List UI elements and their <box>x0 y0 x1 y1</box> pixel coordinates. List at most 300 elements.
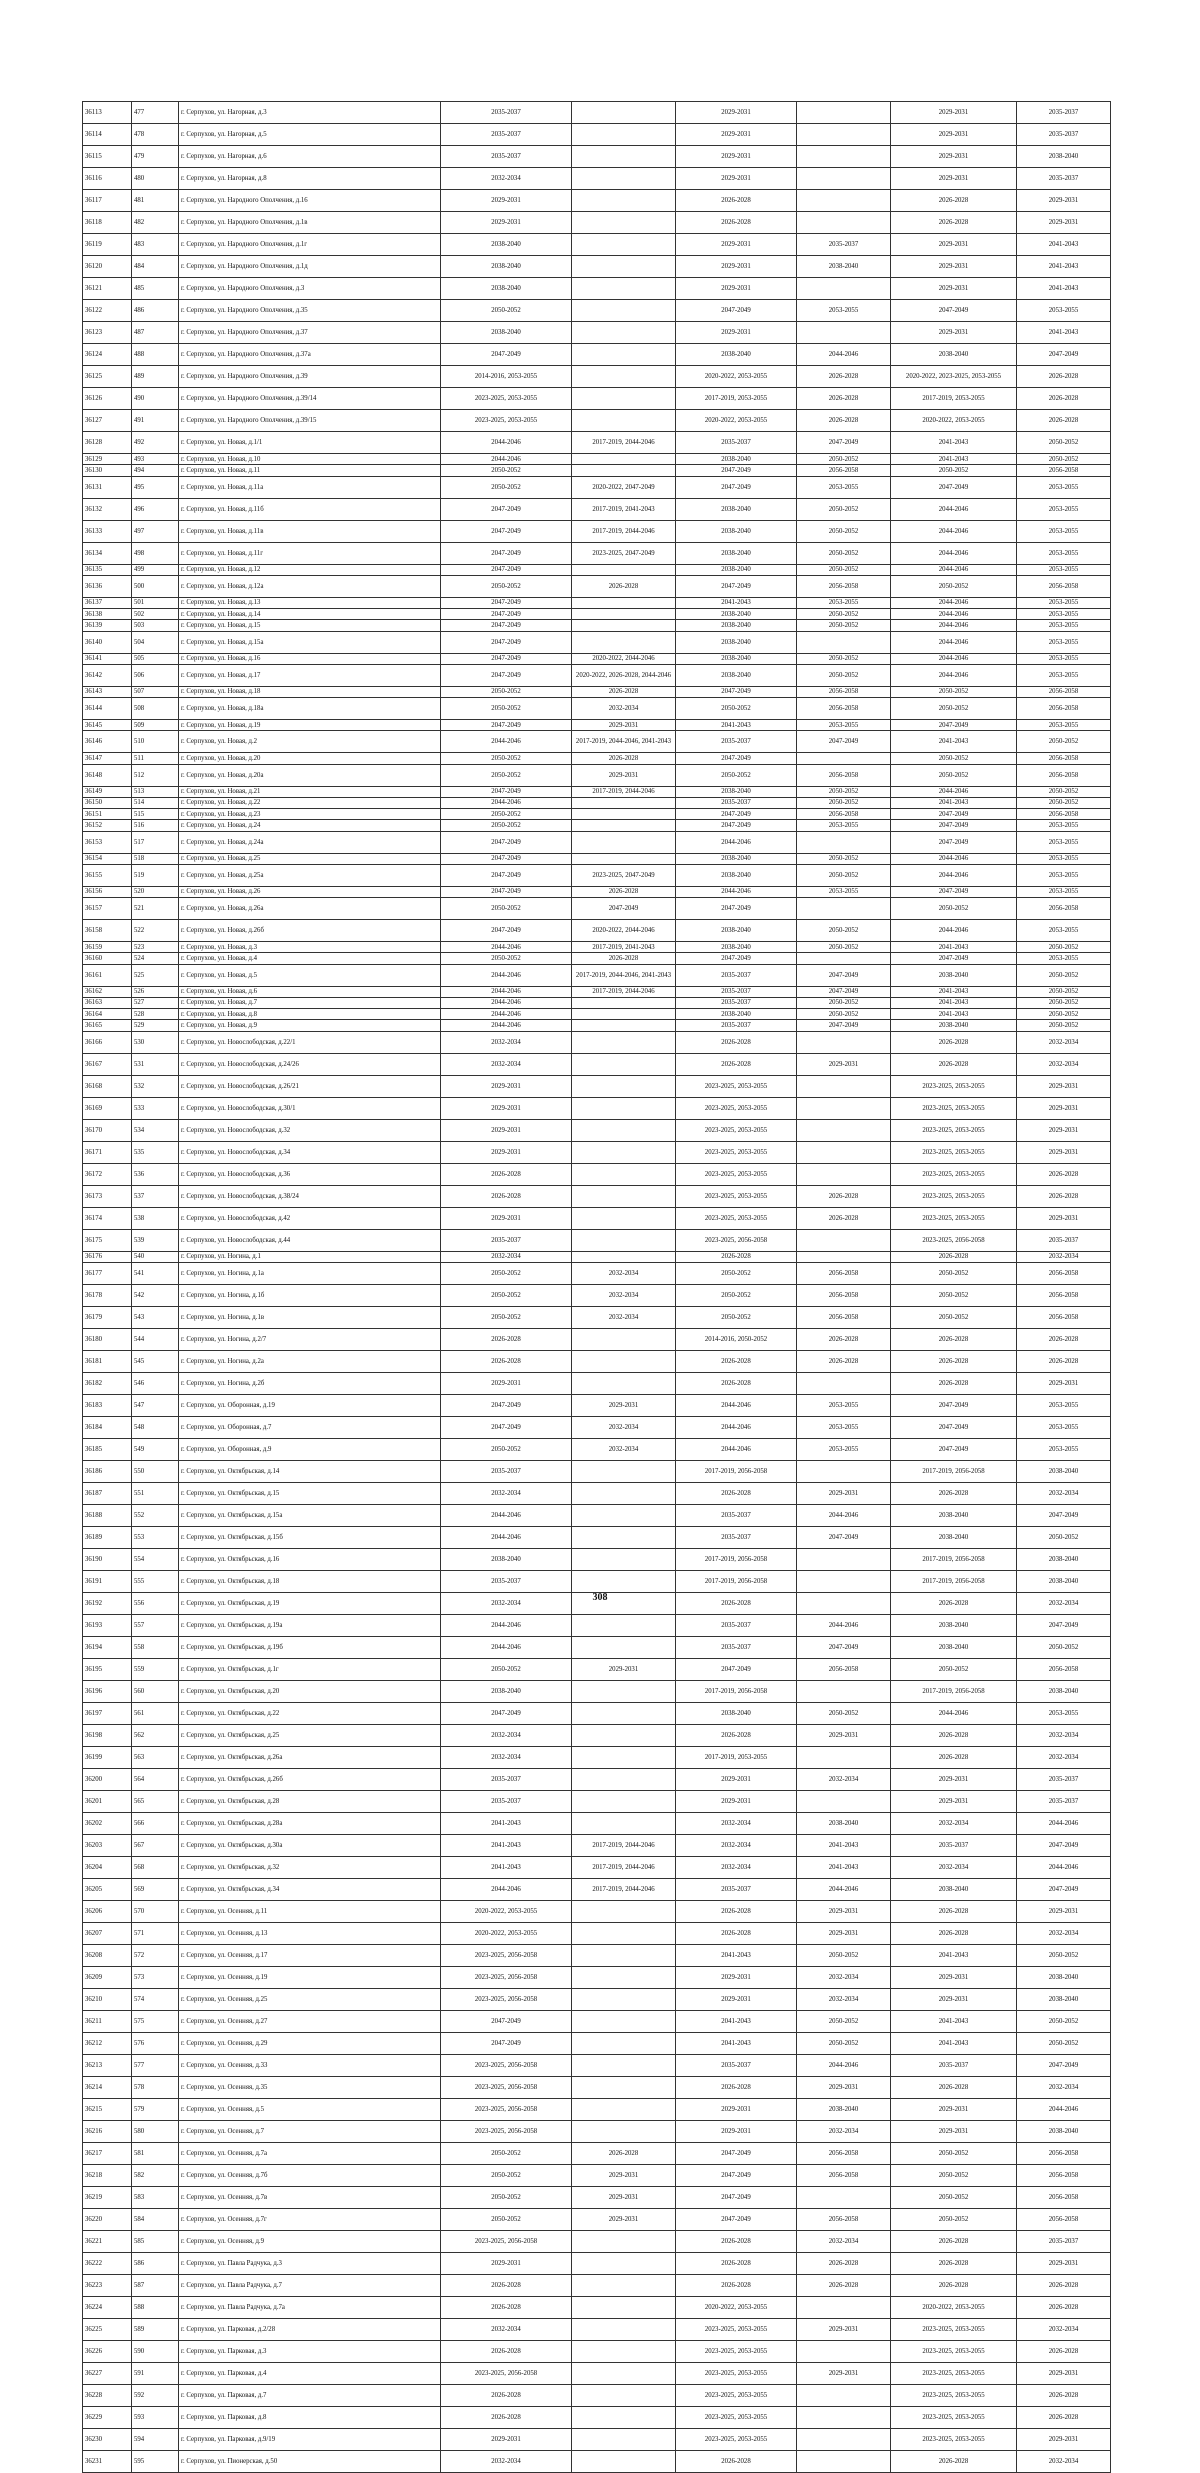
cell-period-e: 2032-2034 <box>891 1856 1017 1878</box>
cell-address: г. Серпухов, ул. Народного Ополчения, д.16 <box>179 190 441 212</box>
cell-item-number: 583 <box>132 2186 179 2208</box>
cell-period-b <box>572 1790 676 1812</box>
cell-address: г. Серпухов, ул. Осенняя, д.25 <box>179 1988 441 2010</box>
cell-period-e: 2020-2022, 2053-2055 <box>891 410 1017 432</box>
cell-period-e: 2023-2025, 2053-2055 <box>891 2362 1017 2384</box>
cell-record-id: 36116 <box>83 168 132 190</box>
cell-item-number: 576 <box>132 2032 179 2054</box>
table-row <box>83 920 1111 942</box>
cell-period-a: 2029-2031 <box>441 1097 572 1119</box>
cell-period-b: 2029-2031 <box>572 1394 676 1416</box>
cell-address: г. Серпухов, ул. Нагорная, д.3 <box>179 102 441 124</box>
cell-item-number: 520 <box>132 886 179 897</box>
table-row <box>83 1438 1111 1460</box>
table-row <box>83 1768 1111 1790</box>
cell-period-e: 2050-2052 <box>891 2208 1017 2230</box>
cell-period-e: 2026-2028 <box>891 1251 1017 1262</box>
cell-period-e: 2029-2031 <box>891 1988 1017 2010</box>
cell-period-b <box>572 564 676 575</box>
cell-address: г. Серпухов, ул. Октябрьская, д.18 <box>179 1570 441 1592</box>
cell-period-c: 2026-2028 <box>676 1724 797 1746</box>
cell-address: г. Серпухов, ул. Новослободская, д.22/1 <box>179 1031 441 1053</box>
cell-period-e: 2029-2031 <box>891 124 1017 146</box>
cell-item-number: 531 <box>132 1053 179 1075</box>
cell-period-c: 2026-2028 <box>676 1922 797 1944</box>
cell-period-f: 2026-2028 <box>1017 2340 1111 2362</box>
cell-period-d <box>797 1251 891 1262</box>
cell-period-e: 2047-2049 <box>891 953 1017 964</box>
cell-period-c: 2026-2028 <box>676 1900 797 1922</box>
cell-record-id: 36161 <box>83 964 132 986</box>
cell-period-c: 2032-2034 <box>676 1812 797 1834</box>
cell-period-d: 2047-2049 <box>797 1526 891 1548</box>
cell-period-f: 2053-2055 <box>1017 1416 1111 1438</box>
cell-period-d: 2026-2028 <box>797 388 891 410</box>
cell-period-e: 2026-2028 <box>891 1350 1017 1372</box>
cell-period-f: 2056-2058 <box>1017 764 1111 786</box>
cell-period-f: 2050-2052 <box>1017 731 1111 753</box>
cell-address: г. Серпухов, ул. Парковая, д.4 <box>179 2362 441 2384</box>
cell-period-f: 2026-2028 <box>1017 2384 1111 2406</box>
table-row <box>83 1141 1111 1163</box>
cell-item-number: 558 <box>132 1636 179 1658</box>
cell-period-b <box>572 620 676 631</box>
cell-period-c: 2035-2037 <box>676 964 797 986</box>
cell-period-d: 2056-2058 <box>797 2164 891 2186</box>
cell-period-a: 2032-2034 <box>441 1482 572 1504</box>
cell-period-d <box>797 1680 891 1702</box>
cell-period-f: 2026-2028 <box>1017 366 1111 388</box>
cell-period-b <box>572 168 676 190</box>
cell-item-number: 543 <box>132 1306 179 1328</box>
cell-period-a: 2044-2046 <box>441 432 572 454</box>
cell-record-id: 36215 <box>83 2098 132 2120</box>
cell-item-number: 570 <box>132 1900 179 1922</box>
cell-period-c: 2041-2043 <box>676 720 797 731</box>
cell-item-number: 580 <box>132 2120 179 2142</box>
cell-item-number: 564 <box>132 1768 179 1790</box>
cell-record-id: 36185 <box>83 1438 132 1460</box>
cell-period-d <box>797 1790 891 1812</box>
cell-period-a: 2050-2052 <box>441 2208 572 2230</box>
cell-address: г. Серпухов, ул. Новая, д.18а <box>179 698 441 720</box>
table-row <box>83 820 1111 831</box>
table-row <box>83 786 1111 797</box>
cell-period-c: 2035-2037 <box>676 797 797 808</box>
cell-record-id: 36187 <box>83 1482 132 1504</box>
cell-address: г. Серпухов, ул. Октябрьская, д.26а <box>179 1746 441 1768</box>
cell-period-c: 2038-2040 <box>676 564 797 575</box>
cell-period-a: 2038-2040 <box>441 234 572 256</box>
cell-address: г. Серпухов, ул. Новая, д.3 <box>179 942 441 953</box>
cell-period-a: 2035-2037 <box>441 1790 572 1812</box>
cell-period-e: 2050-2052 <box>891 1658 1017 1680</box>
cell-item-number: 577 <box>132 2054 179 2076</box>
cell-item-number: 503 <box>132 620 179 631</box>
cell-period-a: 2050-2052 <box>441 476 572 498</box>
cell-period-e: 2023-2025, 2053-2055 <box>891 1097 1017 1119</box>
cell-period-f: 2032-2034 <box>1017 2318 1111 2340</box>
cell-period-c: 2014-2016, 2050-2052 <box>676 1328 797 1350</box>
cell-address: г. Серпухов, ул. Ногина, д.1 <box>179 1251 441 1262</box>
cell-record-id: 36154 <box>83 853 132 864</box>
table-row <box>83 1009 1111 1020</box>
cell-item-number: 506 <box>132 664 179 686</box>
cell-period-b: 2017-2019, 2041-2043 <box>572 498 676 520</box>
cell-period-a: 2050-2052 <box>441 2164 572 2186</box>
cell-period-c: 2038-2040 <box>676 631 797 653</box>
cell-period-d: 2047-2049 <box>797 1020 891 1031</box>
cell-period-b <box>572 1724 676 1746</box>
cell-period-e: 2041-2043 <box>891 1009 1017 1020</box>
cell-period-e: 2017-2019, 2056-2058 <box>891 1680 1017 1702</box>
cell-period-a: 2050-2052 <box>441 1284 572 1306</box>
cell-period-b <box>572 1163 676 1185</box>
table-row <box>83 1878 1111 1900</box>
cell-period-c: 2035-2037 <box>676 1878 797 1900</box>
cell-period-e: 2047-2049 <box>891 820 1017 831</box>
cell-period-f: 2035-2037 <box>1017 1768 1111 1790</box>
cell-period-d <box>797 631 891 653</box>
cell-item-number: 571 <box>132 1922 179 1944</box>
cell-period-f: 2032-2034 <box>1017 1746 1111 1768</box>
table-row <box>83 1658 1111 1680</box>
cell-address: г. Серпухов, ул. Народного Ополчения, д.37 <box>179 322 441 344</box>
cell-period-b: 2017-2019, 2044-2046 <box>572 520 676 542</box>
cell-address: г. Серпухов, ул. Новая, д.15 <box>179 620 441 631</box>
cell-period-c: 2044-2046 <box>676 1394 797 1416</box>
cell-record-id: 36216 <box>83 2120 132 2142</box>
cell-period-a: 2029-2031 <box>441 190 572 212</box>
cell-period-e: 2044-2046 <box>891 631 1017 653</box>
cell-period-c: 2041-2043 <box>676 1944 797 1966</box>
cell-period-b <box>572 2450 676 2472</box>
table-row <box>83 809 1111 820</box>
cell-period-a: 2044-2046 <box>441 1878 572 1900</box>
table-row <box>83 942 1111 953</box>
cell-period-f: 2026-2028 <box>1017 388 1111 410</box>
cell-period-d <box>797 322 891 344</box>
cell-record-id: 36192 <box>83 1592 132 1614</box>
cell-period-c: 2035-2037 <box>676 1614 797 1636</box>
cell-period-e: 2044-2046 <box>891 609 1017 620</box>
cell-period-e: 2047-2049 <box>891 300 1017 322</box>
cell-address: г. Серпухов, ул. Новая, д.18 <box>179 686 441 697</box>
cell-record-id: 36113 <box>83 102 132 124</box>
cell-record-id: 36208 <box>83 1944 132 1966</box>
cell-period-e: 2044-2046 <box>891 920 1017 942</box>
cell-record-id: 36199 <box>83 1746 132 1768</box>
cell-item-number: 489 <box>132 366 179 388</box>
cell-address: г. Серпухов, ул. Парковая, д.8 <box>179 2406 441 2428</box>
cell-period-a: 2047-2049 <box>441 344 572 366</box>
cell-period-a: 2050-2052 <box>441 686 572 697</box>
cell-period-c: 2038-2040 <box>676 520 797 542</box>
cell-period-c: 2023-2025, 2053-2055 <box>676 2384 797 2406</box>
table-row <box>83 476 1111 498</box>
cell-period-a: 2026-2028 <box>441 2296 572 2318</box>
cell-period-f: 2053-2055 <box>1017 664 1111 686</box>
table-row <box>83 1350 1111 1372</box>
cell-period-a: 2032-2034 <box>441 1724 572 1746</box>
cell-period-f: 2035-2037 <box>1017 1790 1111 1812</box>
cell-period-a: 2038-2040 <box>441 322 572 344</box>
cell-item-number: 578 <box>132 2076 179 2098</box>
cell-period-f: 2056-2058 <box>1017 2164 1111 2186</box>
cell-period-e: 2026-2028 <box>891 1922 1017 1944</box>
cell-period-c: 2026-2028 <box>676 2230 797 2252</box>
cell-period-a: 2047-2049 <box>441 1702 572 1724</box>
cell-period-e: 2023-2025, 2053-2055 <box>891 1163 1017 1185</box>
cell-period-d <box>797 1460 891 1482</box>
cell-period-d: 2050-2052 <box>797 664 891 686</box>
cell-record-id: 36145 <box>83 720 132 731</box>
cell-period-f: 2053-2055 <box>1017 886 1111 897</box>
cell-period-d: 2044-2046 <box>797 1878 891 1900</box>
cell-period-f: 2056-2058 <box>1017 1658 1111 1680</box>
cell-record-id: 36119 <box>83 234 132 256</box>
cell-period-f: 2056-2058 <box>1017 1262 1111 1284</box>
cell-period-e: 2041-2043 <box>891 2010 1017 2032</box>
cell-period-a: 2023-2025, 2056-2058 <box>441 2362 572 2384</box>
cell-item-number: 517 <box>132 831 179 853</box>
cell-record-id: 36171 <box>83 1141 132 1163</box>
cell-item-number: 523 <box>132 942 179 953</box>
cell-period-f: 2050-2052 <box>1017 454 1111 465</box>
cell-address: г. Серпухов, ул. Ногина, д.2б <box>179 1372 441 1394</box>
cell-address: г. Серпухов, ул. Ногина, д.2/7 <box>179 1328 441 1350</box>
cell-period-e: 2038-2040 <box>891 1636 1017 1658</box>
cell-item-number: 505 <box>132 653 179 664</box>
cell-period-f: 2038-2040 <box>1017 146 1111 168</box>
cell-period-e: 2023-2025, 2053-2055 <box>891 1119 1017 1141</box>
cell-address: г. Серпухов, ул. Новая, д.12а <box>179 575 441 597</box>
cell-period-b <box>572 102 676 124</box>
cell-period-a: 2026-2028 <box>441 2384 572 2406</box>
cell-period-b: 2023-2025, 2047-2049 <box>572 864 676 886</box>
cell-period-d: 2029-2031 <box>797 1724 891 1746</box>
cell-period-a: 2044-2046 <box>441 1636 572 1658</box>
cell-period-f: 2047-2049 <box>1017 1834 1111 1856</box>
cell-address: г. Серпухов, ул. Новая, д.26б <box>179 920 441 942</box>
cell-period-e: 2050-2052 <box>891 1262 1017 1284</box>
cell-period-e: 2044-2046 <box>891 620 1017 631</box>
cell-period-a: 2023-2025, 2056-2058 <box>441 2054 572 2076</box>
cell-period-a: 2047-2049 <box>441 831 572 853</box>
cell-period-f: 2032-2034 <box>1017 1592 1111 1614</box>
cell-period-a: 2029-2031 <box>441 1119 572 1141</box>
cell-record-id: 36117 <box>83 190 132 212</box>
cell-item-number: 527 <box>132 997 179 1008</box>
cell-item-number: 499 <box>132 564 179 575</box>
cell-item-number: 481 <box>132 190 179 212</box>
cell-record-id: 36144 <box>83 698 132 720</box>
cell-address: г. Серпухов, ул. Новая, д.11 <box>179 465 441 476</box>
cell-period-e: 2041-2043 <box>891 432 1017 454</box>
cell-period-b: 2032-2034 <box>572 1416 676 1438</box>
cell-address: г. Серпухов, ул. Осенняя, д.19 <box>179 1966 441 1988</box>
table-row <box>83 1790 1111 1812</box>
table-row <box>83 1372 1111 1394</box>
cell-record-id: 36115 <box>83 146 132 168</box>
table-row <box>83 1724 1111 1746</box>
cell-record-id: 36118 <box>83 212 132 234</box>
cell-period-b <box>572 2120 676 2142</box>
cell-period-a: 2044-2046 <box>441 997 572 1008</box>
cell-address: г. Серпухов, ул. Народного Ополчения, д.1д <box>179 256 441 278</box>
cell-address: г. Серпухов, ул. Новая, д.26 <box>179 886 441 897</box>
cell-period-a: 2038-2040 <box>441 1548 572 1570</box>
cell-item-number: 518 <box>132 853 179 864</box>
cell-item-number: 552 <box>132 1504 179 1526</box>
cell-address: г. Серпухов, ул. Осенняя, д.33 <box>179 2054 441 2076</box>
cell-record-id: 36179 <box>83 1306 132 1328</box>
cell-item-number: 507 <box>132 686 179 697</box>
cell-record-id: 36222 <box>83 2252 132 2274</box>
cell-period-f: 2032-2034 <box>1017 1053 1111 1075</box>
cell-period-d: 2050-2052 <box>797 653 891 664</box>
cell-period-a: 2035-2037 <box>441 1229 572 1251</box>
cell-period-e: 2029-2031 <box>891 256 1017 278</box>
cell-period-e: 2023-2025, 2053-2055 <box>891 2428 1017 2450</box>
cell-period-b <box>572 1207 676 1229</box>
cell-period-f: 2053-2055 <box>1017 520 1111 542</box>
cell-period-e: 2029-2031 <box>891 234 1017 256</box>
cell-period-e: 2026-2028 <box>891 2230 1017 2252</box>
cell-period-f: 2056-2058 <box>1017 575 1111 597</box>
cell-period-c: 2017-2019, 2053-2055 <box>676 1746 797 1768</box>
cell-period-e: 2047-2049 <box>891 476 1017 498</box>
cell-period-b <box>572 1097 676 1119</box>
cell-period-a: 2038-2040 <box>441 256 572 278</box>
cell-period-a: 2041-2043 <box>441 1856 572 1878</box>
cell-address: г. Серпухов, ул. Октябрьская, д.19а <box>179 1614 441 1636</box>
cell-period-b <box>572 597 676 608</box>
cell-record-id: 36229 <box>83 2406 132 2428</box>
cell-period-c: 2047-2049 <box>676 2186 797 2208</box>
cell-period-d: 2026-2028 <box>797 2274 891 2296</box>
cell-item-number: 540 <box>132 1251 179 1262</box>
cell-item-number: 573 <box>132 1966 179 1988</box>
cell-period-f: 2056-2058 <box>1017 753 1111 764</box>
cell-item-number: 562 <box>132 1724 179 1746</box>
table-row <box>83 964 1111 986</box>
cell-record-id: 36176 <box>83 1251 132 1262</box>
cell-period-d <box>797 1097 891 1119</box>
cell-period-d <box>797 1119 891 1141</box>
cell-address: г. Серпухов, ул. Нагорная, д.6 <box>179 146 441 168</box>
cell-period-b <box>572 124 676 146</box>
table-row <box>83 731 1111 753</box>
cell-period-e: 2023-2025, 2056-2058 <box>891 1229 1017 1251</box>
cell-period-e: 2029-2031 <box>891 102 1017 124</box>
cell-period-a: 2041-2043 <box>441 1834 572 1856</box>
cell-period-b: 2026-2028 <box>572 2142 676 2164</box>
cell-period-a: 2029-2031 <box>441 2252 572 2274</box>
cell-period-a: 2029-2031 <box>441 1372 572 1394</box>
cell-period-c: 2023-2025, 2053-2055 <box>676 1185 797 1207</box>
cell-period-c: 2047-2049 <box>676 753 797 764</box>
table-row <box>83 2450 1111 2472</box>
table-row <box>83 2274 1111 2296</box>
cell-item-number: 482 <box>132 212 179 234</box>
cell-period-b: 2029-2031 <box>572 2164 676 2186</box>
cell-period-d: 2047-2049 <box>797 964 891 986</box>
cell-address: г. Серпухов, ул. Новослободская, д.36 <box>179 1163 441 1185</box>
cell-period-f: 2038-2040 <box>1017 1988 1111 2010</box>
cell-period-c: 2050-2052 <box>676 1262 797 1284</box>
cell-period-f: 2056-2058 <box>1017 465 1111 476</box>
cell-record-id: 36181 <box>83 1350 132 1372</box>
table-row <box>83 1988 1111 2010</box>
cell-address: г. Серпухов, ул. Новая, д.5 <box>179 964 441 986</box>
cell-period-f: 2053-2055 <box>1017 820 1111 831</box>
cell-period-b <box>572 388 676 410</box>
cell-period-a: 2047-2049 <box>441 1394 572 1416</box>
cell-period-f: 2053-2055 <box>1017 631 1111 653</box>
cell-address: г. Серпухов, ул. Осенняя, д.29 <box>179 2032 441 2054</box>
cell-period-e: 2047-2049 <box>891 809 1017 820</box>
cell-period-d <box>797 168 891 190</box>
cell-period-f: 2056-2058 <box>1017 1284 1111 1306</box>
cell-record-id: 36218 <box>83 2164 132 2186</box>
cell-period-e: 2038-2040 <box>891 1878 1017 1900</box>
cell-period-a: 2032-2034 <box>441 2318 572 2340</box>
table-row <box>83 886 1111 897</box>
table-row <box>83 1075 1111 1097</box>
cell-period-b <box>572 1251 676 1262</box>
cell-address: г. Серпухов, ул. Октябрьская, д.14 <box>179 1460 441 1482</box>
cell-period-a: 2026-2028 <box>441 2274 572 2296</box>
cell-record-id: 36182 <box>83 1372 132 1394</box>
cell-record-id: 36129 <box>83 454 132 465</box>
cell-item-number: 488 <box>132 344 179 366</box>
cell-item-number: 560 <box>132 1680 179 1702</box>
cell-period-c: 2038-2040 <box>676 942 797 953</box>
cell-period-a: 2050-2052 <box>441 1658 572 1680</box>
cell-address: г. Серпухов, ул. Новая, д.1/1 <box>179 432 441 454</box>
cell-period-c: 2050-2052 <box>676 764 797 786</box>
cell-period-a: 2035-2037 <box>441 1460 572 1482</box>
cell-address: г. Серпухов, ул. Павла Радчука, д.7 <box>179 2274 441 2296</box>
cell-record-id: 36214 <box>83 2076 132 2098</box>
cell-item-number: 497 <box>132 520 179 542</box>
cell-period-c: 2029-2031 <box>676 234 797 256</box>
cell-address: г. Серпухов, ул. Октябрьская, д.15б <box>179 1526 441 1548</box>
cell-period-d: 2050-2052 <box>797 2032 891 2054</box>
cell-period-b: 2026-2028 <box>572 886 676 897</box>
cell-address: г. Серпухов, ул. Новая, д.25а <box>179 864 441 886</box>
cell-period-c: 2038-2040 <box>676 653 797 664</box>
cell-address: г. Серпухов, ул. Осенняя, д.9 <box>179 2230 441 2252</box>
cell-period-a: 2050-2052 <box>441 764 572 786</box>
table-row <box>83 1548 1111 1570</box>
cell-period-b <box>572 146 676 168</box>
cell-period-d: 2053-2055 <box>797 597 891 608</box>
cell-period-c: 2041-2043 <box>676 597 797 608</box>
cell-period-f: 2056-2058 <box>1017 686 1111 697</box>
cell-period-a: 2023-2025, 2056-2058 <box>441 2230 572 2252</box>
cell-period-a: 2020-2022, 2053-2055 <box>441 1922 572 1944</box>
cell-period-e: 2026-2028 <box>891 2274 1017 2296</box>
cell-address: г. Серпухов, ул. Новая, д.16 <box>179 653 441 664</box>
cell-record-id: 36219 <box>83 2186 132 2208</box>
cell-period-d: 2047-2049 <box>797 432 891 454</box>
cell-period-a: 2050-2052 <box>441 753 572 764</box>
cell-period-c: 2044-2046 <box>676 1416 797 1438</box>
cell-period-f: 2038-2040 <box>1017 1966 1111 1988</box>
cell-period-d: 2038-2040 <box>797 256 891 278</box>
